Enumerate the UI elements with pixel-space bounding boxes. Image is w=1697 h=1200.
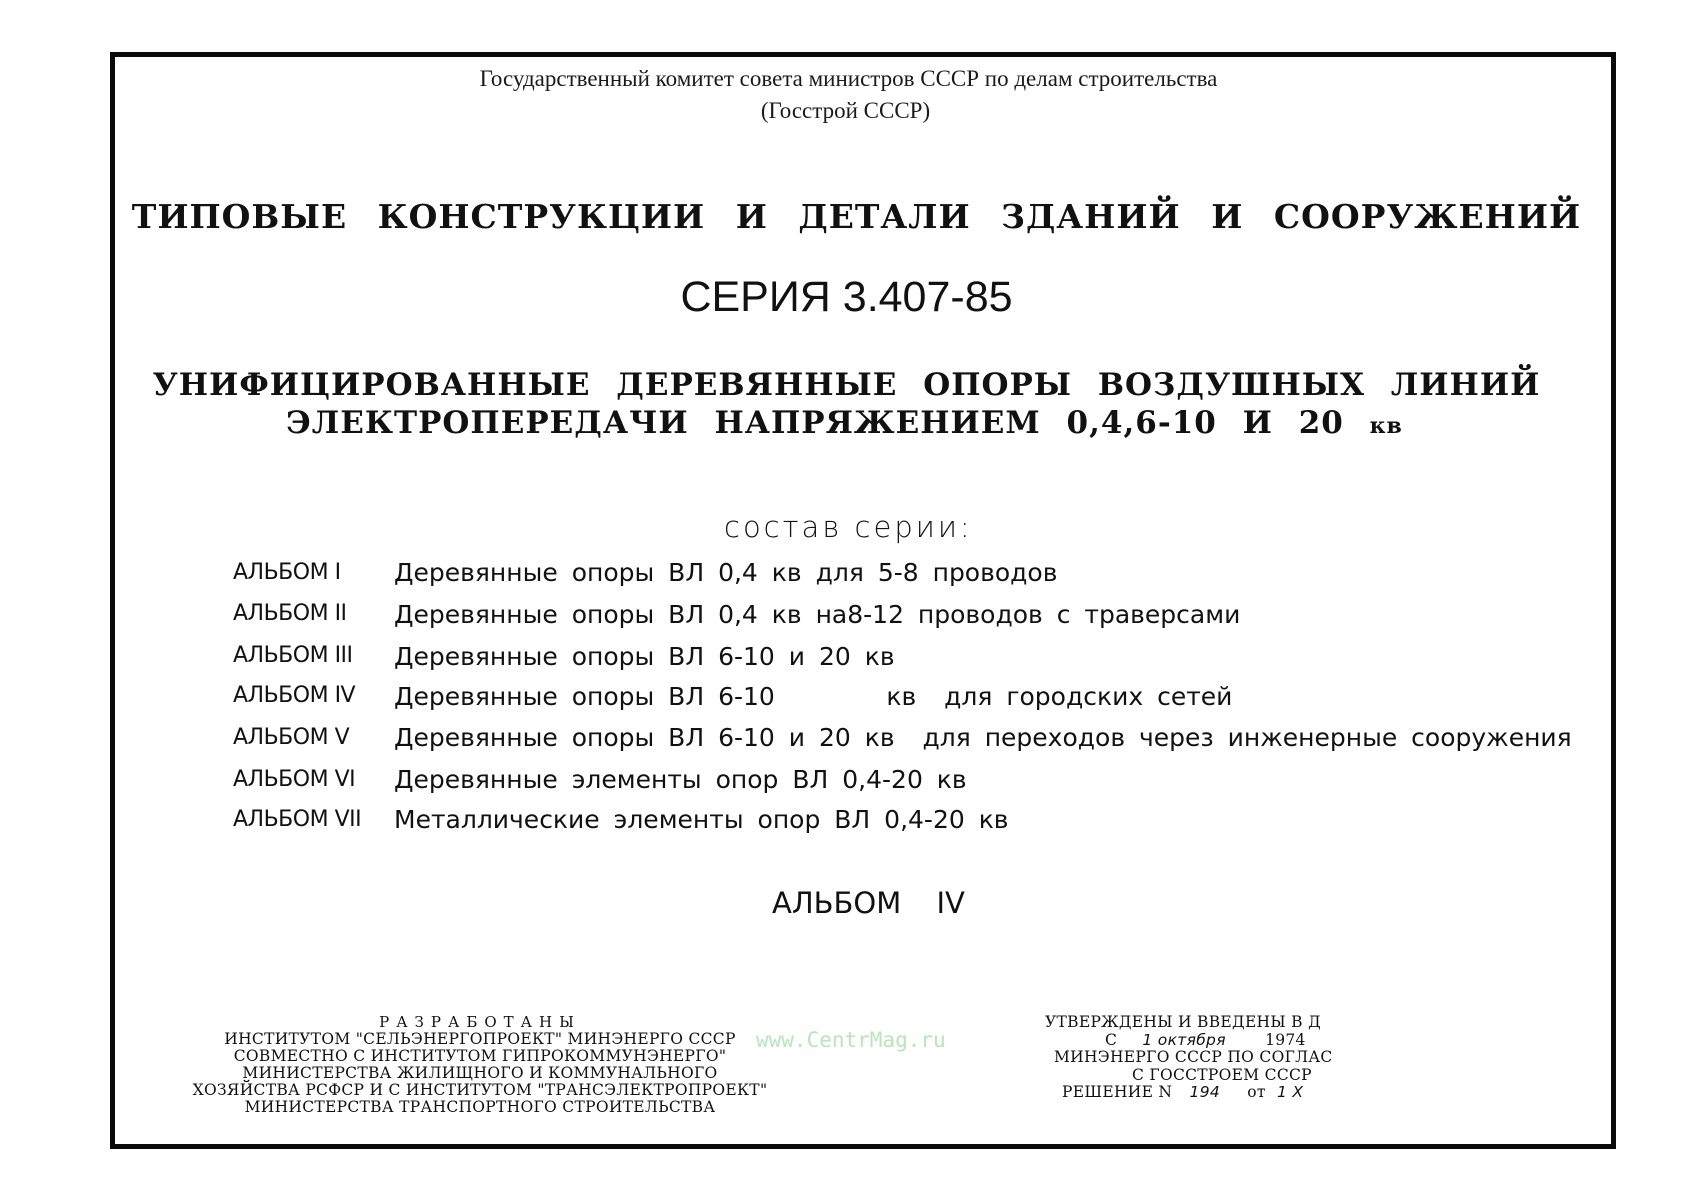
developed-by-block <box>170 1014 790 1116</box>
watermark-link[interactable]: www.CentrMag.ru <box>756 1028 946 1052</box>
developed-by-line: МИНИСТЕРСТВА ЖИЛИЩНОГО И КОММУНАЛЬНОГО <box>242 1064 718 1082</box>
composition-heading: состав серии: <box>724 510 973 544</box>
album-description: Деревянные опоры ВЛ 6-10 и 20 кв для переходов через инженерные сооружения <box>394 723 1572 752</box>
subtitle-line2-main: ЭЛЕКТРОПЕРЕДАЧИ НАПРЯЖЕНИЕМ 0,4,6-10 И 20 <box>286 405 1344 441</box>
subtitle-line2 <box>0 405 1693 441</box>
album-label: АЛЬБОМ III <box>233 643 353 668</box>
series-number: СЕРИЯ 3.407-85 <box>680 273 1013 321</box>
album-description: Металлические элементы опор ВЛ 0,4-20 кв <box>394 805 1009 834</box>
album-description: Деревянные опоры ВЛ 6-10 и 20 кв <box>394 642 895 671</box>
album-label: АЛЬБОМ VI <box>233 767 356 792</box>
committee-name-line2: (Госстрой СССР) <box>760 98 931 123</box>
approval-line4: С ГОССТРОЕМ СССР <box>1132 1065 1312 1084</box>
approval-line3: МИНЭНЕРГО СССР ПО СОГЛАС <box>1054 1048 1333 1066</box>
album-label: АЛЬБОМ VII <box>233 807 362 832</box>
developed-by-line: ХОЗЯЙСТВА РСФСР И С ИНСТИТУТОМ "ТРАНСЭЛЕКТРОПРОЕКТ" <box>192 1081 768 1099</box>
album-label: АЛЬБОМ II <box>233 601 347 626</box>
album-description: Деревянные элементы опор ВЛ 0,4-20 кв <box>394 765 967 794</box>
decision-from: от <box>1247 1083 1266 1101</box>
decision-date: 1 X <box>1277 1083 1304 1101</box>
decision-number: 194 <box>1189 1083 1221 1101</box>
developed-by-line: СОВМЕСТНО С ИНСТИТУТОМ ГИПРОКОММУНЭНЕРГО" <box>233 1047 727 1065</box>
committee-name-line1: Государственный комитет совета министров СССР по делам строительства <box>479 66 1218 91</box>
album-label: АЛЬБОМ IV <box>233 683 356 708</box>
approval-date: 1 октября <box>1142 1030 1226 1049</box>
album-description: Деревянные опоры ВЛ 0,4 кв для 5-8 проводов <box>394 558 1058 587</box>
approval-line5 <box>1040 1084 1350 1102</box>
current-album: АЛЬБОМ IV <box>772 886 965 920</box>
album-label: АЛЬБОМ V <box>233 725 350 750</box>
decision-prefix: РЕШЕНИЕ N <box>1062 1083 1173 1101</box>
approval-block <box>1040 1014 1350 1102</box>
developed-by-line: МИНИСТЕРСТВА ТРАНСПОРТНОГО СТРОИТЕЛЬСТВА <box>244 1098 716 1116</box>
approval-year: 1974 <box>1265 1030 1306 1049</box>
developed-by-line: ИНСТИТУТОМ "СЕЛЬЭНЕРГОПРОЕКТ" МИНЭНЕРГО СССР <box>224 1030 736 1048</box>
album-label: АЛЬБОМ I <box>233 560 341 585</box>
approval-line2 <box>1040 1032 1350 1050</box>
main-title: ТИПОВЫЕ КОНСТРУКЦИИ И ДЕТАЛИ ЗДАНИЙ И СООРУЖЕНИЙ <box>131 197 1582 236</box>
approval-date-prefix: С <box>1105 1030 1118 1049</box>
approval-line1: УТВЕРЖДЕНЫ И ВВЕДЕНЫ В Д <box>1045 1013 1321 1031</box>
album-description: Деревянные опоры ВЛ 0,4 кв на8-12 проводов с траверсами <box>394 600 1241 629</box>
subtitle-line1: УНИФИЦИРОВАННЫЕ ДЕРЕВЯННЫЕ ОПОРЫ ВОЗДУШНЫХ ЛИНИЙ <box>152 367 1541 403</box>
subtitle-line2-unit: кв <box>1369 413 1403 439</box>
developed-by-heading: РАЗРАБОТАНЫ <box>379 1013 581 1031</box>
album-description: Деревянные опоры ВЛ 6-10 кв для городских сетей <box>394 682 1233 711</box>
